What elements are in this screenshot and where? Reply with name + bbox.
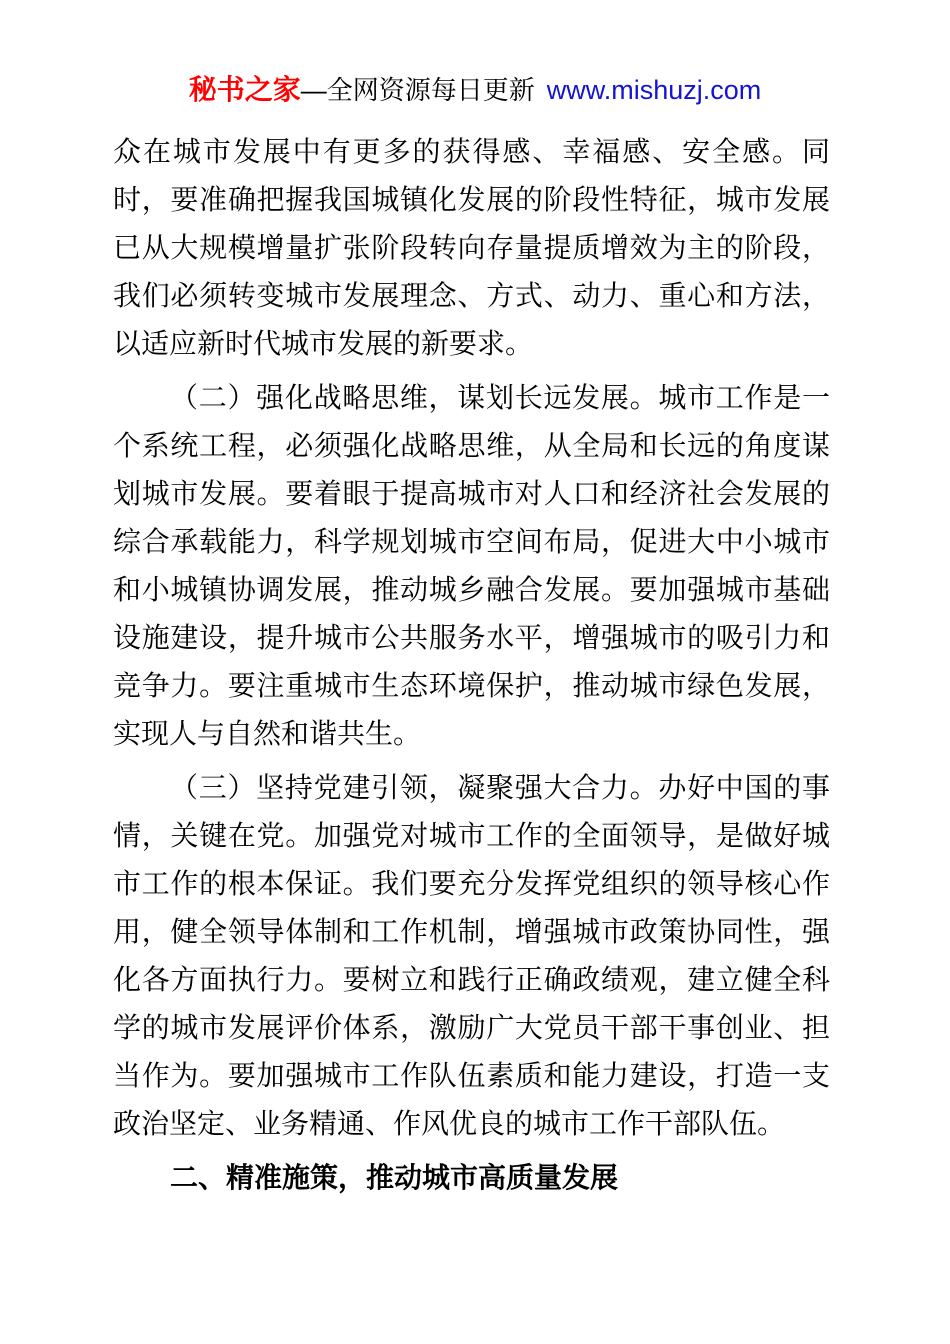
text-line: 竞争力。要注重城市生态环境保护，推动城市绿色发展， — [113, 670, 830, 701]
page-header — [0, 0, 950, 110]
text-line: 情，关键在党。加强党对城市工作的全面领导，是做好城 — [113, 820, 830, 851]
header-tagline: 全网资源每日更新 — [326, 75, 535, 105]
text-line: 当作为。要加强城市工作队伍素质和能力建设，打造一支 — [113, 1060, 830, 1091]
text-line: 化各方面执行力。要树立和践行正确政绩观，建立健全科 — [113, 964, 830, 995]
header-separator: — — [300, 75, 327, 105]
text-line: 实现人与自然和谐共生。 — [113, 718, 422, 749]
text-line: 政治坚定、业务精通、作风优良的城市工作干部队伍。 — [113, 1108, 786, 1139]
text-line: 用，健全领导体制和工作机制，增强城市政策协同性，强 — [113, 916, 830, 947]
text-line: 划城市发展。要着眼于提高城市对人口和经济社会发展的 — [113, 478, 830, 509]
text-line: 个系统工程，必须强化战略思维，从全局和长远的角度谋 — [113, 430, 830, 461]
site-url-link[interactable]: www.mishuzj.com — [546, 75, 762, 105]
text-line: 和小城镇协调发展，推动城乡融合发展。要加强城市基础 — [113, 574, 830, 605]
text-line: （三）坚持党建引领，凝聚强大合力。办好中国的事 — [170, 772, 830, 803]
site-name: 秘书之家 — [188, 74, 301, 105]
text-line: 已从大规模增量扩张阶段转向存量提质增效为主的阶段， — [113, 232, 830, 263]
text-line: 以适应新时代城市发展的新要求。 — [113, 328, 534, 359]
text-line: 综合承载能力，科学规划城市空间布局，促进大中小城市 — [113, 526, 830, 557]
section-heading — [113, 1154, 830, 1202]
text-line: 时，要准确把握我国城镇化发展的阶段性特征，城市发展 — [113, 184, 830, 215]
document-body — [113, 128, 830, 1202]
paragraph-two — [113, 374, 830, 758]
text-line: 学的城市发展评价体系，激励广大党员干部干事创业、担 — [113, 1012, 830, 1043]
text-line: 设施建设，提升城市公共服务水平，增强城市的吸引力和 — [113, 622, 830, 653]
text-line: 市工作的根本保证。我们要充分发挥党组织的领导核心作 — [113, 868, 830, 899]
paragraph-continuation — [113, 128, 830, 368]
section-heading-text: 二、精准施策，推动城市高质量发展 — [170, 1162, 619, 1193]
text-line: （二）强化战略思维，谋划长远发展。城市工作是一 — [170, 382, 830, 413]
text-line: 我们必须转变城市发展理念、方式、动力、重心和方法， — [113, 280, 830, 311]
paragraph-three — [113, 764, 830, 1148]
text-line: 众在城市发展中有更多的获得感、幸福感、安全感。同 — [113, 136, 830, 167]
